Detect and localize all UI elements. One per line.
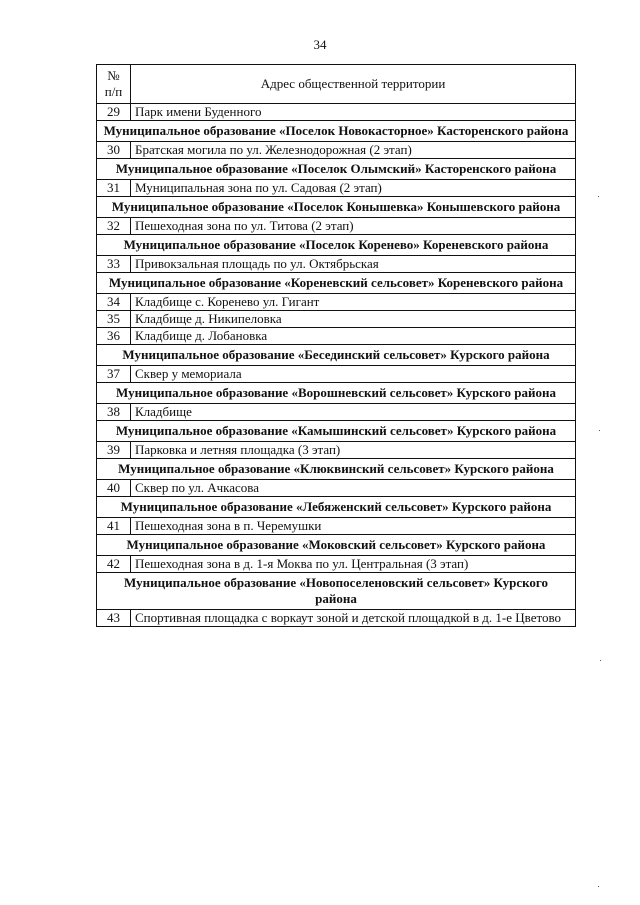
scan-speck (598, 886, 599, 887)
column-header-address: Адрес общественной территории (131, 65, 576, 104)
table-row (97, 610, 576, 627)
page-number: 34 (313, 37, 327, 52)
table-row (97, 294, 576, 311)
scan-speck (599, 430, 600, 431)
municipality-group-row (97, 459, 576, 480)
municipality-group-row (97, 235, 576, 256)
territory-address: Пешеходная зона в п. Черемушки (131, 518, 576, 535)
municipality-name: Муниципальное образование «Моковский сельсовет» Курского района (97, 535, 576, 556)
territory-address: Парк имени Буденного (131, 104, 576, 121)
territories-table (96, 64, 576, 627)
territory-address: Кладбище д. Никипеловка (131, 311, 576, 328)
table-row (97, 104, 576, 121)
table-row (97, 442, 576, 459)
row-number: 30 (97, 142, 131, 159)
territory-address: Муниципальная зона по ул. Садовая (2 этап) (131, 180, 576, 197)
municipality-name: Муниципальное образование «Клюквинский сельсовет» Курского района (97, 459, 576, 480)
row-number: 41 (97, 518, 131, 535)
table-row (97, 480, 576, 497)
municipality-group-row (97, 345, 576, 366)
row-number: 39 (97, 442, 131, 459)
row-number: 34 (97, 294, 131, 311)
municipality-name: Муниципальное образование «Бесединский сельсовет» Курского района (97, 345, 576, 366)
municipality-name: Муниципальное образование «Новопоселеновский сельсовет» Курского района (97, 573, 576, 610)
table-row (97, 311, 576, 328)
row-number: 29 (97, 104, 131, 121)
table-row (97, 366, 576, 383)
row-number: 35 (97, 311, 131, 328)
municipality-group-row (97, 535, 576, 556)
row-number: 37 (97, 366, 131, 383)
territory-address: Кладбище д. Лобановка (131, 328, 576, 345)
territory-address: Спортивная площадка с воркаут зоной и детской площадкой в д. 1-е Цветово (131, 610, 576, 627)
territory-address: Сквер у мемориала (131, 366, 576, 383)
municipality-group-row (97, 197, 576, 218)
table-row (97, 256, 576, 273)
table-row (97, 142, 576, 159)
scan-speck (600, 660, 601, 661)
territory-address: Кладбище (131, 404, 576, 421)
row-number: 38 (97, 404, 131, 421)
territory-address: Пешеходная зона в д. 1-я Моква по ул. Центральная (3 этап) (131, 556, 576, 573)
municipality-group-row (97, 421, 576, 442)
table-row (97, 328, 576, 345)
table-row (97, 518, 576, 535)
table-body (97, 104, 576, 627)
territory-address: Братская могила по ул. Железнодорожная (2 этап) (131, 142, 576, 159)
table-row (97, 180, 576, 197)
row-number: 43 (97, 610, 131, 627)
table-row (97, 556, 576, 573)
municipality-name: Муниципальное образование «Поселок Новокасторное» Касторенского района (97, 121, 576, 142)
row-number: 40 (97, 480, 131, 497)
row-number: 42 (97, 556, 131, 573)
municipality-name: Муниципальное образование «Поселок Олымский» Касторенского района (97, 159, 576, 180)
row-number: 31 (97, 180, 131, 197)
table-row (97, 218, 576, 235)
municipality-name: Муниципальное образование «Кореневский сельсовет» Кореневского района (97, 273, 576, 294)
table-header-row (97, 65, 576, 104)
table-row (97, 404, 576, 421)
municipality-name: Муниципальное образование «Лебяженский сельсовет» Курского района (97, 497, 576, 518)
territory-address: Сквер по ул. Ачкасова (131, 480, 576, 497)
territory-address: Привокзальная площадь по ул. Октябрьская (131, 256, 576, 273)
territory-address: Пешеходная зона по ул. Титова (2 этап) (131, 218, 576, 235)
municipality-group-row (97, 573, 576, 610)
municipality-group-row (97, 121, 576, 142)
row-number: 33 (97, 256, 131, 273)
row-number: 32 (97, 218, 131, 235)
municipality-group-row (97, 159, 576, 180)
municipality-name: Муниципальное образование «Поселок Коренево» Кореневского района (97, 235, 576, 256)
municipality-group-row (97, 497, 576, 518)
municipality-name: Муниципальное образование «Поселок Конышевка» Конышевского района (97, 197, 576, 218)
municipality-group-row (97, 383, 576, 404)
municipality-name: Муниципальное образование «Камышинский сельсовет» Курского района (97, 421, 576, 442)
municipality-name: Муниципальное образование «Ворошневский сельсовет» Курского района (97, 383, 576, 404)
column-header-number: № п/п (97, 65, 131, 104)
territory-address: Кладбище с. Коренево ул. Гигант (131, 294, 576, 311)
row-number: 36 (97, 328, 131, 345)
municipality-group-row (97, 273, 576, 294)
territory-address: Парковка и летняя площадка (3 этап) (131, 442, 576, 459)
scan-speck (598, 196, 599, 197)
